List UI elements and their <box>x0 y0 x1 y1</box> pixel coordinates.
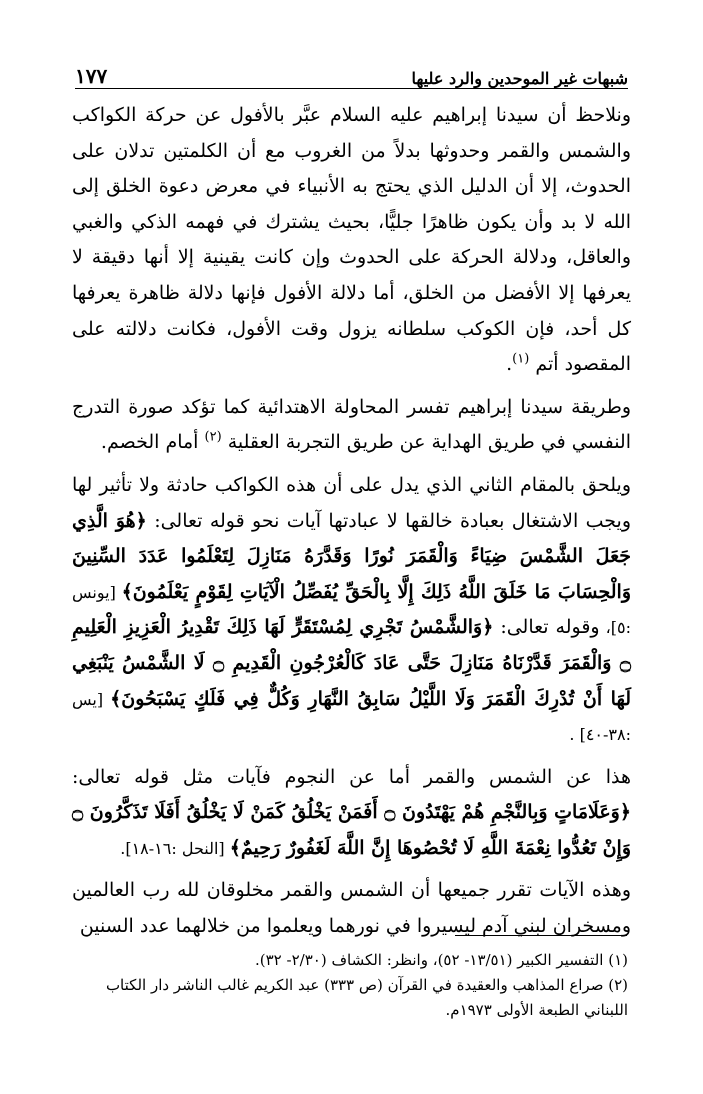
paragraph-tail: . <box>506 353 513 376</box>
paragraph-mid: وقوله تعالى: <box>493 616 600 639</box>
quran-verse-yunus: ﴿هُوَ الَّذِي جَعَلَ الشَّمْسَ ضِيَاءً وَالْقَمَرَ نُورًا وَقَدَّرَهُ مَنَازِلَ لِتَعْلَمُوا عَدَدَ السِّنِينَ وَالْحِسَابَ مَا خَلَقَ اللَّهُ ذَلِكَ إِلَّا بِالْحَقِّ يُفَصِّلُ الْآيَاتِ لِقَوْمٍ يَعْلَمُونَ﴾ <box>72 509 631 603</box>
paragraph-3 <box>72 468 631 753</box>
quran-verse-yasin: ﴿وَالشَّمْسُ تَجْرِي لِمُسْتَقَرٍّ لَهَا ذَلِكَ تَقْدِيرُ الْعَزِيزِ الْعَلِيمِ ۝ وَالْقَمَرَ قَدَّرْنَاهُ مَنَازِلَ حَتَّى عَادَ كَالْعُرْجُونِ الْقَدِيمِ ۝ لَا الشَّمْسُ يَنْبَغِي لَهَا أَنْ تُدْرِكَ الْقَمَرَ وَلَا اللَّيْلُ سَابِقُ النَّهَارِ وَكُلٌّ فِي فَلَكٍ يَسْبَحُونَ﴾ <box>72 616 631 710</box>
header-title: شبهات غير الموحدين والرد عليها <box>411 69 628 88</box>
footnote-mark-1[interactable]: (١) <box>512 351 530 367</box>
verse-reference: [النحل :١٦-١٨]. <box>120 838 230 858</box>
paragraph-text: ونلاحظ أن سيدنا إبراهيم عليه السلام عبَّر بالأفول عن حركة الكواكب والشمس والقمر وحدوثها بدلاً من الغروب مع أن الكلمتين تدلان على الحدوث، إلا أن الدليل الذي يحتج به الأنبياء في معرض دعوة الخلق إلى الله لا بد وأن يكون ظاهرًا جليًّا، بحيث يشترك في فهمه الذكي والغبي والعاقل، ودلالة الحركة على الحدوث وإن كانت يقينية إلا أنها دقيقة لا يعرفها إلا الأفضل من الخلق، أما دلالة الأفول فإنها دلالة ظاهرة يعرفها كل أحد، فإن الكوكب سلطانه يزول وقت الأفول، فكانت دلالته على المقصود أتم <box>72 104 631 376</box>
paragraph-2 <box>72 390 631 461</box>
paragraph-lead: ويلحق بالمقام الثاني الذي يدل على أن هذه الكواكب حادثة ولا تأثير لها ويجب الاشتغال بعبادة خالقها لا عبادتها آيات نحو قوله تعالى: <box>72 473 631 532</box>
quran-verse-nahl: ﴿وَعَلَامَاتٍ وَبِالنَّجْمِ هُمْ يَهْتَدُونَ ۝ أَفَمَنْ يَخْلُقُ كَمَنْ لَا يَخْلُقُ أَفَلَا تَذَكَّرُونَ ۝ وَإِنْ تَعُدُّوا نِعْمَةَ اللَّهِ لَا تُحْصُوهَا إِنَّ اللَّهَ لَغَفُورٌ رَحِيمٌ﴾ <box>72 801 631 859</box>
paragraph-4 <box>72 760 631 867</box>
verse-reference: [يونس :٥]، <box>72 582 631 638</box>
paragraph-text: وطريقة سيدنا إبراهيم تفسر المحاولة الاهتدائية كما تؤكد صورة التدرج النفسي في طريق الهداية عن طريق التجربة العقلية <box>72 395 631 454</box>
paragraph-1 <box>72 98 631 383</box>
paragraph-5 <box>72 873 631 944</box>
header-rule <box>75 88 628 89</box>
page-number: ١٧٧ <box>75 64 108 88</box>
paragraph-text: وهذه الآيات تقرر جميعها أن الشمس والقمر مخلوقان لله رب العالمين ومسخران لبني آدم ليسيروا في نورهما ويعلموا من خلالهما عدد السنين <box>72 879 631 938</box>
footnote-2: (٢) صراع المذاهب والعقيدة في القرآن (ص ٣٣٣) عبد الكريم غالب الناشر دار الكتاب اللبناني الطبعة الأولى ١٩٧٣م. <box>105 976 628 1019</box>
paragraph-tail: أمام الخصم. <box>100 431 205 454</box>
footnotes <box>75 948 628 1023</box>
verse-reference: [يس :٣٨-٤٠] . <box>72 689 631 745</box>
running-header <box>75 48 628 88</box>
footnote-mark-2[interactable]: (٢) <box>204 430 222 446</box>
footnote-separator <box>455 935 627 936</box>
footnote-1: (١) التفسير الكبير (١٣/٥١- ٥٢)، وانظر: الكشاف (٢/٣٠- ٣٢). <box>255 951 628 969</box>
main-text <box>72 98 631 952</box>
paragraph-lead: هذا عن الشمس والقمر أما عن النجوم فآيات مثل قوله تعالى: <box>72 765 631 788</box>
